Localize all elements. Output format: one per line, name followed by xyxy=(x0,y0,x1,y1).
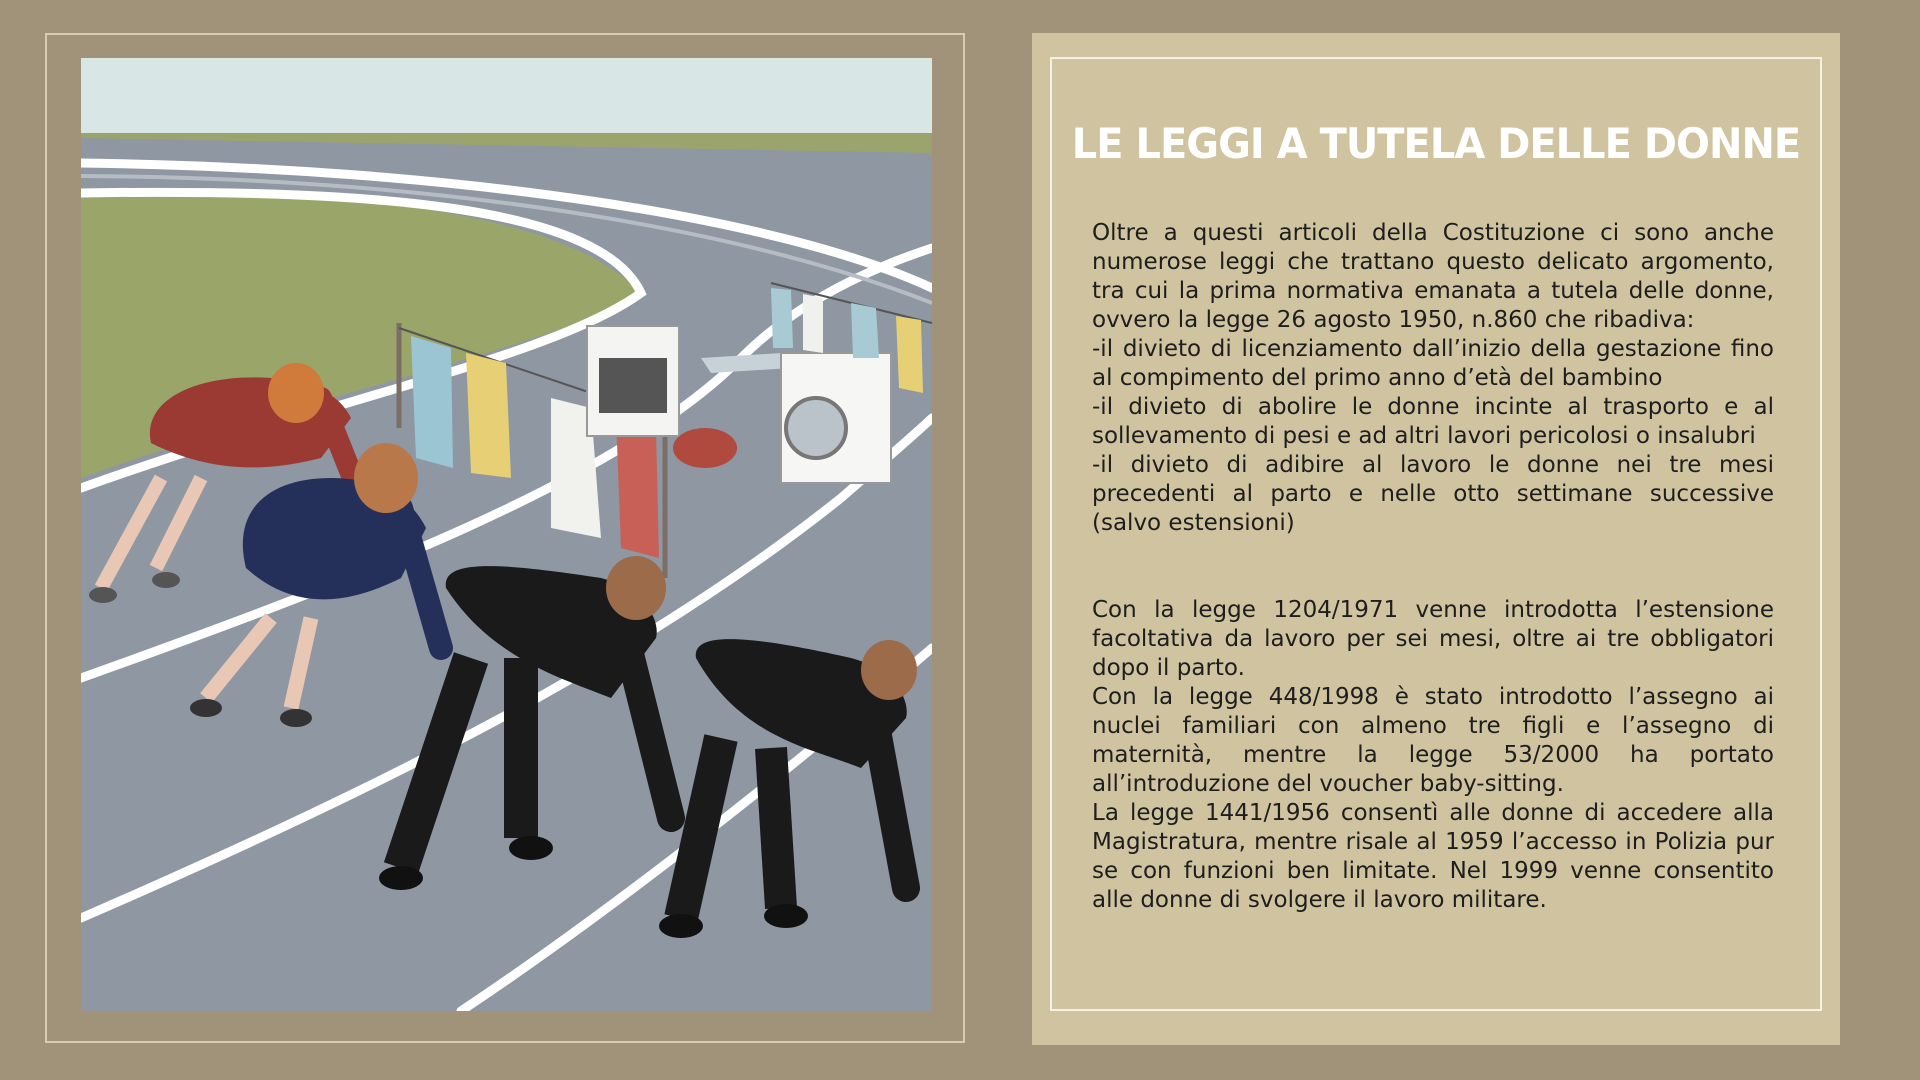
laundry-basket xyxy=(673,428,737,468)
paragraph-bullet-1: -il divieto di licenziamento dall’inizio della gestazione fino al compimento del primo anno d’età del bambino xyxy=(1092,336,1774,391)
illustration-race-track xyxy=(81,58,932,1011)
washing-machine xyxy=(781,353,891,483)
text-panel-border xyxy=(1050,57,1822,1011)
paragraph-intro: Oltre a questi articoli della Costituzione ci sono anche numerose leggi che trattano questo delicato argomento, tra cui la prima normativa emanata a tutela delle donne, ovvero la legge 26 agosto 1950, n.860 che ribadiva: xyxy=(1092,220,1774,333)
slide-title: LE LEGGI A TUTELA DELLE DONNE xyxy=(1071,119,1801,168)
race-illustration-svg xyxy=(81,58,932,1011)
paragraph-law-1441: La legge 1441/1956 consentì alle donne di accedere alla Magistratura, mentre risale al 1959 l’accesso in Polizia pur se con funzioni ben limitate. Nel 1999 venne consentito alle donne di svolgere il lavoro militare. xyxy=(1092,800,1774,913)
text-panel xyxy=(1032,33,1840,1045)
stove xyxy=(587,326,679,436)
paragraph-bullet-2: -il divieto di abolire le donne incinte al trasporto e al sollevamento di pesi e ad altri lavori pericolosi o insalubri xyxy=(1092,394,1774,449)
paragraph-law-1204: Con la legge 1204/1971 venne introdotta l’estensione facoltativa da lavoro per sei mesi, oltre ai tre obbligatori dopo il parto. xyxy=(1092,597,1774,681)
paragraph-bullet-3: -il divieto di adibire al lavoro le donne nei tre mesi precedenti al parto e nelle otto settimane successive (salvo estensioni) xyxy=(1092,452,1774,536)
slide-body xyxy=(1092,219,1774,915)
paragraph-spacer xyxy=(1092,538,1774,596)
paragraph-law-448: Con la legge 448/1998 è stato introdotto l’assegno ai nuclei familiari con almeno tre figli e l’assegno di maternità, mentre la legge 53/2000 ha portato all’introduzione del voucher baby-sitting. xyxy=(1092,684,1774,797)
